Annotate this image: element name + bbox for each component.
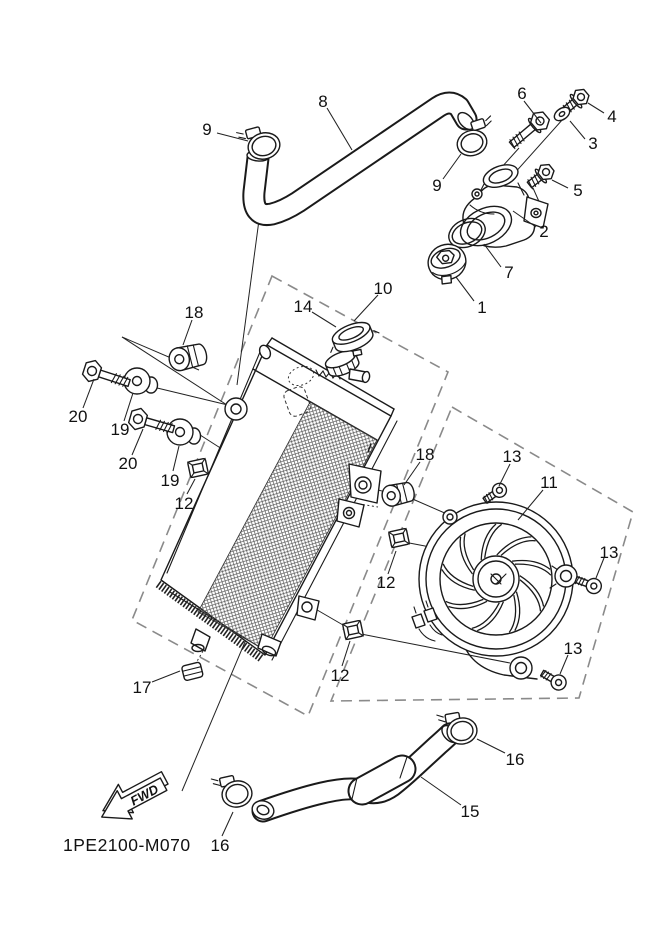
callout-label-18: 18 [184, 303, 204, 322]
callout-label-12: 12 [376, 573, 396, 592]
part-number: 1PE2100-M070 [63, 835, 191, 855]
callout-label-2: 2 [539, 222, 549, 241]
upper-radiator-hose [247, 103, 478, 215]
fan-mount-ear [555, 565, 577, 587]
radiator [158, 338, 397, 660]
callout-label-14: 14 [293, 297, 313, 316]
callout-label-8: 8 [318, 92, 328, 111]
callout-label-16: 16 [210, 836, 230, 855]
callout-label-16: 16 [505, 750, 525, 769]
callout-label-20: 20 [68, 407, 88, 426]
fan-mount-ear [510, 657, 532, 679]
callout-label-15: 15 [460, 802, 480, 821]
callout-leader-16 [477, 739, 505, 753]
callout-label-3: 3 [588, 134, 598, 153]
callout-leader-13 [499, 464, 510, 486]
callout-label-5: 5 [573, 181, 583, 200]
callout-leader-4 [588, 103, 604, 113]
callout-leader-20 [83, 379, 94, 408]
callout-label-6: 6 [517, 84, 527, 103]
bolt-5 [524, 161, 557, 192]
callout-label-19: 19 [160, 471, 180, 490]
callout-leader-15 [421, 777, 461, 805]
mount-tab-bottom [297, 596, 319, 620]
hose-clamp-16-left [211, 771, 254, 811]
callout-leader-3 [570, 121, 585, 139]
fwd-arrow [92, 764, 175, 831]
callout-label-19: 19 [110, 420, 130, 439]
callout-leader-14 [312, 312, 336, 327]
callout-leader-9 [443, 154, 461, 179]
callout-leader-1 [456, 277, 474, 301]
callout-leader-17 [152, 671, 180, 682]
mount-tab-upper-left [225, 398, 247, 420]
fwd-label: FWD [127, 781, 161, 809]
callout-label-18: 18 [415, 445, 435, 464]
bolt-6 [505, 108, 552, 152]
callout-leader-12 [342, 641, 350, 666]
callout-leader-12 [388, 551, 396, 574]
thermostat [423, 239, 472, 288]
callout-leader-19 [173, 446, 179, 471]
grommet-18-upper [167, 341, 209, 372]
callout-leader-8 [327, 108, 352, 150]
callout-leader-20 [132, 429, 143, 455]
callout-label-1: 1 [477, 298, 487, 317]
mount-tab-right-lower [337, 499, 364, 527]
callout-leader-10 [354, 295, 378, 321]
callout-leader-5 [552, 180, 568, 188]
hose-clamp-9-left [237, 123, 283, 165]
callout-label-20: 20 [118, 454, 138, 473]
fan-mount-ear [443, 510, 457, 524]
callout-label-4: 4 [607, 107, 617, 126]
callout-leader-18 [183, 320, 192, 345]
callout-label-7: 7 [504, 263, 514, 282]
lower-radiator-hose [250, 723, 461, 822]
callout-label-12: 12 [174, 494, 194, 513]
cooling-fan [412, 502, 577, 679]
grommet-18-lower [380, 480, 416, 508]
screw-13-bottom [538, 667, 568, 693]
callout-label-9: 9 [202, 120, 212, 139]
mount-tab-right [349, 464, 381, 503]
drain-spigot [191, 629, 210, 651]
damper-12-left [188, 458, 209, 477]
callout-label-13: 13 [502, 447, 522, 466]
callout-label-11: 11 [540, 473, 558, 492]
callout-label-13: 13 [563, 639, 583, 658]
callout-label-10: 10 [373, 279, 393, 298]
screw-13-right [573, 572, 603, 595]
callout-label-17: 17 [132, 678, 152, 697]
drain-plug [181, 662, 203, 681]
callout-label-9: 9 [432, 176, 442, 195]
callout-leader-16 [222, 812, 233, 836]
callout-label-12: 12 [330, 666, 350, 685]
damper-12-mid [389, 528, 410, 547]
damper-12-bottom [343, 620, 364, 639]
callout-label-13: 13 [599, 543, 619, 562]
filler-neck-horn [349, 369, 371, 383]
